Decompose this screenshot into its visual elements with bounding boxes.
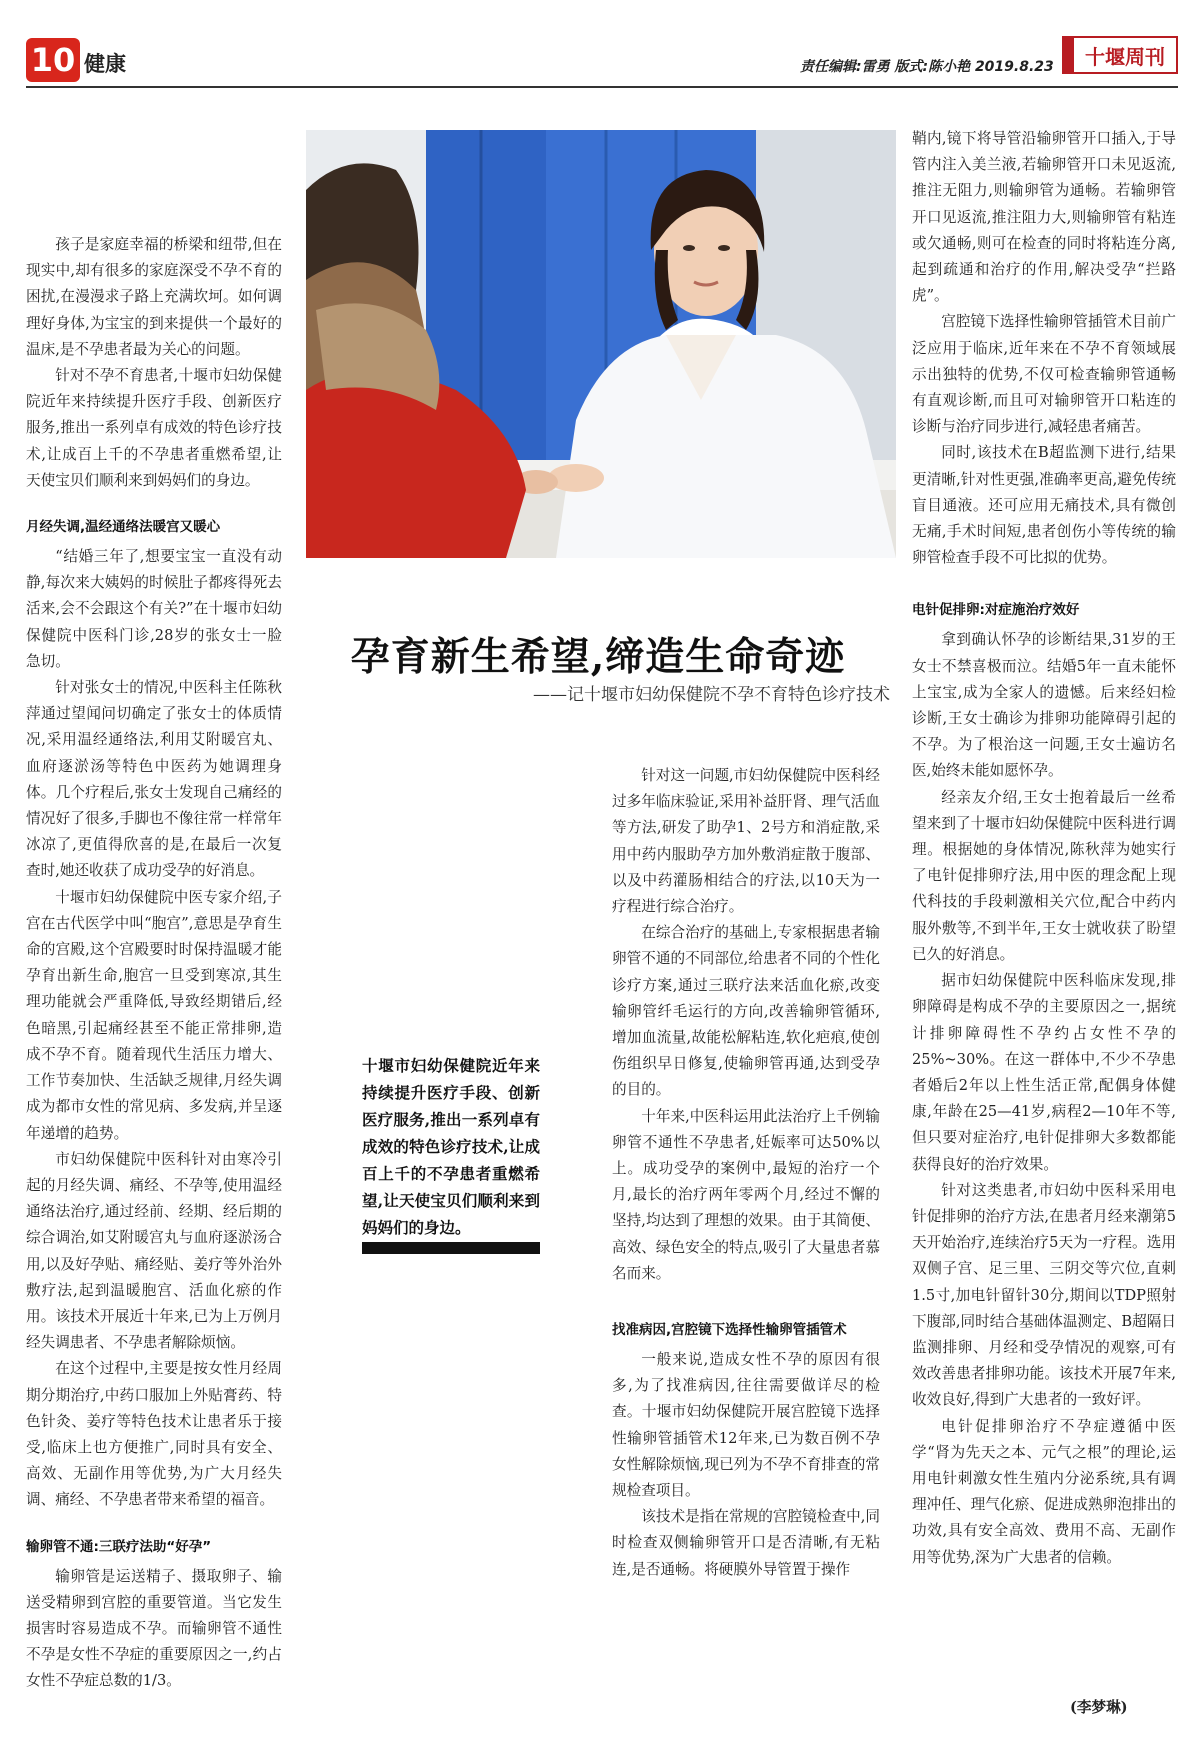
section4-heading: 电针促排卵:对症施治疗效好 — [912, 602, 1080, 619]
column-4 — [912, 126, 1176, 1571]
column-1 — [26, 232, 282, 1695]
body-paragraph: 针对这类患者,市妇幼中医科采用电针促排卵的治疗方法,在患者月经来潮第5天开始治疗,连续治疗5天为一疗程。选用双侧子宫、足三里、三阴交等穴位,直刺1.5寸,加电针留针30分,期间以TDP照射下腹部,同时结合基础体温测定、B超隔日监测排卵、月经和受孕情况的观察,可有效改善患者排卵功能。该技术开展7年来,收效良好,得到广大患者的一致好评。 — [912, 1181, 1176, 1409]
editor-credits: 责任编辑:雷勇 版式:陈小艳 2019.8.23 — [800, 59, 1054, 75]
newspaper-logo — [1062, 36, 1178, 74]
body-paragraph: 据市妇幼保健院中医科临床发现,排卵障碍是构成不孕的主要原因之一,据统计排卵障碍性不孕约占女性不孕的25%~30%。在这一群体中,不少不孕患者婚后2年以上性生活正常,配偶身体健康,年龄在25—41岁,病程2—10年不等,但只要对症治疗,电针促排卵大多数都能获得良好的治疗效果。 — [912, 972, 1176, 1173]
doctor-consultation-photo — [306, 130, 896, 558]
body-paragraph: 该技术是指在常规的宫腔镜检查中,同时检查双侧输卵管开口是否清晰,有无粘连,是否通畅。将硬膜外导管置于操作 — [612, 1508, 880, 1578]
body-paragraph: 十堰市妇幼保健院中医专家介绍,子宫在古代医学中叫“胞宫”,意思是孕育生命的宫殿,这个宫殿要时时保持温暖才能孕育出新生命,胞宫一旦受到寒凉,其生理功能就会严重降低,导致经期错后,经色暗黑,引起痛经甚至不能正常排卵,造成不孕不育。随着现代生活压力增大、工作节奏加快、生活缺乏规律,月经失调成为都市女性的常见病、多发病,并呈逐年递增的趋势。 — [26, 888, 282, 1142]
body-paragraph: 经亲友介绍,王女士抱着最后一丝希望来到了十堰市妇幼保健院中医科进行调理。根据她的身体情况,陈秋萍为她实行了电针促排卵疗法,用中医的理念配上现代科技的手段刺激相关穴位,配合中药内服外敷等,不到半年,王女士就收获了盼望已久的好消息。 — [912, 788, 1176, 963]
page-header — [0, 0, 1200, 90]
body-paragraph: 在综合治疗的基础上,专家根据患者输卵管不通的不同部位,给患者不同的个性化诊疗方案,通过三联疗法来活血化瘀,改变输卵管纤毛运行的方向,改善输卵管循环,增加血流量,故能松解粘连,软化疤痕,使创伤组织早日修复,使输卵管再通,达到受孕的目的。 — [612, 924, 880, 1099]
header-rule — [26, 86, 1178, 88]
byline: (李梦琳) — [1070, 1699, 1128, 1716]
body-paragraph: 市妇幼保健院中医科针对由寒冷引起的月经失调、痛经、不孕等,使用温经通络法治疗,通过经前、经期、经后期的综合调治,如艾附暖宫丸与血府逐淤汤合用,以及好孕贴、痛经贴、姜疗等外治外敷疗法,起到温暖胞宫、活血化瘀的作用。该技术开展近十年来,已为上万例月经失调患者、不孕患者解除烦恼。 — [26, 1150, 282, 1352]
section-name: 健康 — [84, 52, 126, 76]
body-paragraph: 针对张女士的情况,中医科主任陈秋萍通过望闻问切确定了张女士的体质情况,采用温经通络法,利用艾附暖宫丸、血府逐淤汤等特色中医药为她调理身体。几个疗程后,张女士发现自己痛经的情况好了很多,手脚也不像往常一样常年冰凉了,更值得欣喜的是,在最后一次复查时,她还收获了成功受孕的好消息。 — [26, 679, 282, 880]
pull-quote: 十堰市妇幼保健院近年来持续提升医疗手段、创新医疗服务,推出一系列卓有成效的特色诊疗技术,让成百上千的不孕患者重燃希望,让天使宝贝们顺利来到妈妈们的身边。 — [362, 1056, 540, 1237]
body-paragraph: 在这个过程中,主要是按女性月经周期分期治疗,中药口服加上外贴膏药、特色针灸、姜疗等特色技术让患者乐于接受,临床上也方便推广,同时具有安全、高效、无副作用等优势,为广大月经失调、痛经、不孕患者带来希望的福音。 — [26, 1360, 282, 1509]
pull-quote-bar — [362, 1242, 540, 1254]
page-number: 10 — [26, 38, 80, 82]
body-paragraph: 输卵管是运送精子、摄取卵子、输送受精卵到宫腔的重要管道。当它发生损害时容易造成不孕。而输卵管不通性不孕是女性不孕症的重要原因之一,约占女性不孕症总数的1/3。 — [26, 1567, 282, 1690]
body-paragraph: 针对这一问题,市妇幼保健院中医科经过多年临床验证,采用补益肝肾、理气活血等方法,研发了助孕1、2号方和消症散,采用中药内服助孕方加外敷消症散于腹部、以及中药灌肠相结合的疗法,以10天为一疗程进行综合治疗。 — [612, 767, 880, 916]
section1-heading: 月经失调,温经通络法暖宫又暖心 — [26, 519, 221, 536]
intro-paragraph: 孩子是家庭幸福的桥梁和纽带,但在现实中,却有很多的家庭深受不孕不育的困扰,在漫漫求子路上充满坎坷。如何调理好身体,为宝宝的到来提供一个最好的温床,是不孕患者最为关心的问题。 — [26, 236, 282, 358]
logo-text: 十堰周刊 — [1085, 44, 1165, 69]
body-paragraph: “结婚三年了,想要宝宝一直没有动静,每次来大姨妈的时候肚子都疼得死去活来,会不会跟这个有关?”在十堰市妇幼保健院中医科门诊,28岁的张女士一脸急切。 — [26, 548, 282, 670]
intro-paragraph: 针对不孕不育患者,十堰市妇幼保健院近年来持续提升医疗手段、创新医疗服务,推出一系列卓有成效的特色诊疗技术,让成百上千的不孕患者重燃希望,让天使宝贝们顺利来到妈妈们的身边。 — [26, 367, 282, 489]
body-paragraph: 一般来说,造成女性不孕的原因有很多,为了找准病因,往往需要做详尽的检查。十堰市妇幼保健院开展宫腔镜下选择性输卵管插管术12年来,已为数百例不孕女性解除烦恼,现已列为不孕不育排查的常规检查项目。 — [612, 1351, 880, 1500]
body-paragraph: 同时,该技术在B超监测下进行,结果更清晰,针对性更强,准确率更高,避免传统盲目通液。还可应用无痛技术,具有微创无痛,手术时间短,患者创伤小等传统的输卵管检查手段不可比拟的优势。 — [912, 444, 1176, 567]
article-photo — [306, 130, 896, 558]
body-paragraph: 鞘内,镜下将导管沿输卵管开口插入,于导管内注入美兰液,若输卵管开口未见返流,推注无阻力,则输卵管为通畅。若输卵管开口见返流,推注阻力大,则输卵管有粘连或欠通畅,则可在检查的同时将粘连分离,起到疏通和治疗的作用,解决受孕“拦路虎”。 — [912, 130, 1176, 305]
article-subtitle: ——记十堰市妇幼保健院不孕不育特色诊疗技术 — [533, 685, 890, 705]
body-paragraph: 拿到确认怀孕的诊断结果,31岁的王女士不禁喜极而泣。结婚5年一直未能怀上宝宝,成为全家人的遗憾。后来经妇检诊断,王女士确诊为排卵功能障碍引起的不孕。为了根治这一问题,王女士遍访名医,始终未能如愿怀孕。 — [912, 631, 1176, 780]
column-3 — [612, 763, 880, 1583]
body-paragraph: 十年来,中医科运用此法治疗上千例输卵管不通性不孕患者,妊娠率可达50%以上。成功受孕的案例中,最短的治疗一个月,最长的治疗两年零两个月,经过不懈的坚持,均达到了理想的效果。由于其简便、高效、绿色安全的特点,吸引了大量患者慕名而来。 — [612, 1107, 880, 1282]
article-title: 孕育新生希望,缔造生命奇迹 — [350, 634, 846, 680]
logo-stripe — [1064, 38, 1074, 72]
section2-heading: 输卵管不通:三联疗法助“好孕” — [26, 1538, 212, 1555]
section3-heading: 找准病因,宫腔镜下选择性输卵管插管术 — [612, 1322, 847, 1339]
body-paragraph: 电针促排卵治疗不孕症遵循中医学“肾为先天之本、元气之根”的理论,运用电针刺激女性生殖内分泌系统,具有调理冲任、理气化瘀、促进成熟卵泡排出的功效,具有安全高效、费用不高、无副作用等优势,深为广大患者的信赖。 — [912, 1417, 1176, 1566]
body-paragraph: 宫腔镜下选择性输卵管插管术目前广泛应用于临床,近年来在不孕不育领域展示出独特的优势,不仅可检查输卵管通畅有直观诊断,而且可对输卵管开口粘连的诊断与治疗同步进行,减轻患者痛苦。 — [912, 313, 1176, 436]
